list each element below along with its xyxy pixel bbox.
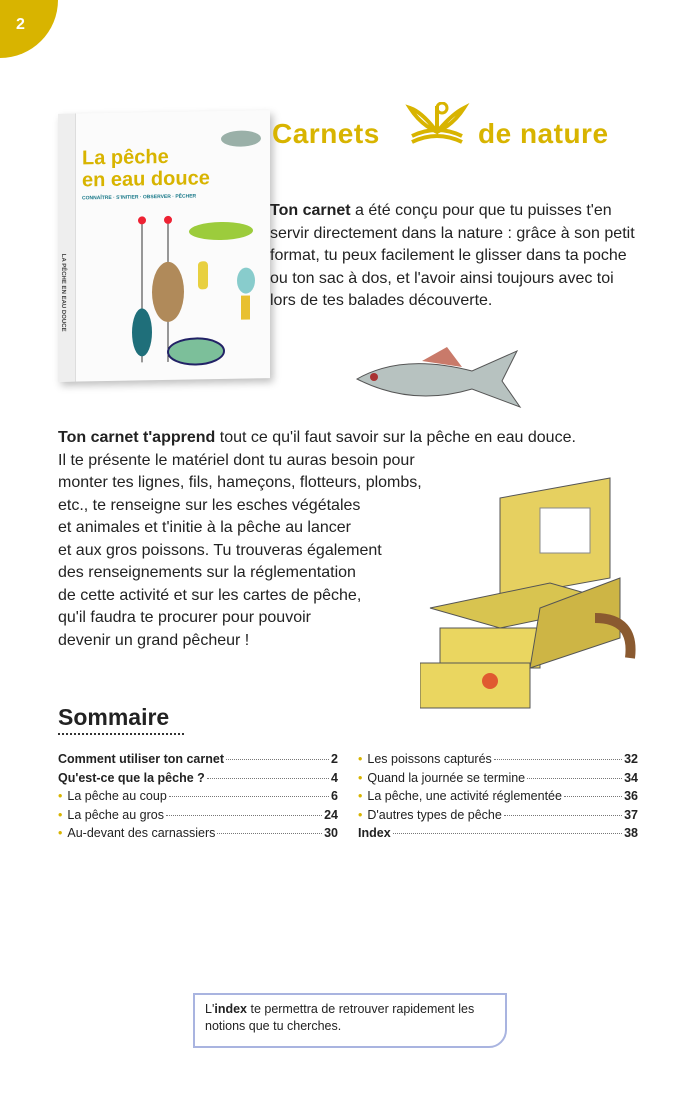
spine-text: LA PÊCHE EN EAU DOUCE: [60, 253, 66, 332]
learn-line: etc., te renseigne sur les esches végétales: [58, 496, 361, 514]
leaf-book-icon: [402, 102, 472, 152]
toc-entry-label: La pêche au gros: [67, 807, 164, 822]
toc-entry[interactable]: [58, 789, 338, 808]
toc-entry[interactable]: [358, 826, 638, 845]
toc-entry-page: 38: [624, 826, 638, 841]
bullet-icon: •: [58, 826, 63, 841]
toc-leader-dots: [494, 759, 622, 760]
toc-entry-label: Comment utiliser ton carnet: [58, 752, 224, 766]
note-bold: index: [214, 1002, 247, 1016]
toc-entry[interactable]: [358, 771, 638, 790]
toc-leader-dots: [527, 778, 622, 779]
book-cover: [58, 110, 270, 382]
toc-entry[interactable]: [358, 789, 638, 808]
learn-line: de cette activité et sur les cartes de pêche,: [58, 586, 362, 604]
bullet-icon: •: [358, 770, 363, 785]
toc-entry-page: 32: [624, 752, 638, 766]
toc-entry-page: 24: [324, 807, 338, 822]
toc-title: Sommaire: [58, 704, 170, 730]
cover-title-line: La pêche: [82, 145, 169, 170]
toc-entry-label: Au-devant des carnassiers: [67, 826, 216, 841]
page-number: 2: [16, 16, 25, 33]
page-number-badge: [0, 0, 58, 58]
bullet-icon: •: [358, 789, 363, 804]
bullet-icon: •: [358, 807, 363, 822]
learn-line: monter tes lignes, fils, hameçons, flotteurs, plombs,: [58, 474, 422, 491]
learn-line: des renseignements sur la réglementation: [58, 564, 356, 581]
intro-text: a été conçu pour que tu puisses t'en servir directement dans la nature : grâce à son petit format, tu peux facilement le glisser dans ta poche ou ton sac à dos, et l'avoir ainsi toujours avec toi lors de tes balades découverte.: [270, 202, 635, 309]
cover-subtitle: CONNAÎTRE · S'INITIER · OBSERVER · PÊCHER: [82, 193, 197, 202]
toc-leader-dots: [226, 759, 329, 760]
bullet-icon: •: [58, 789, 63, 804]
toc-entry-page: 37: [624, 807, 638, 822]
fish-illustration: [352, 345, 524, 413]
learn-line: devenir un grand pêcheur !: [58, 631, 250, 649]
toc-right-column: [358, 752, 638, 845]
toc-leader-dots: [504, 815, 622, 816]
intro-bold: Ton carnet: [270, 202, 351, 219]
toc-leader-dots: [169, 796, 329, 797]
toc-leader-dots: [564, 796, 622, 797]
index-note: [193, 993, 507, 1048]
toc-entry[interactable]: [58, 771, 338, 790]
bullet-icon: •: [58, 807, 63, 822]
note-text: te permettra de retrouver rapidement les notions que tu cherches.: [205, 1002, 475, 1033]
toc-left-column: [58, 752, 338, 845]
toc-leader-dots: [166, 815, 322, 816]
note-prefix: L': [205, 1002, 215, 1016]
toc-entry[interactable]: [58, 752, 338, 771]
learn-line: Il te présente le matériel dont tu auras besoin pour: [58, 451, 415, 469]
book-spine: [58, 114, 76, 382]
toc-entry-label: D'autres types de pêche: [367, 807, 502, 822]
learn-line: qu'il faudra te procurer pour pouvoir: [58, 609, 311, 626]
toc-entry[interactable]: [58, 826, 338, 845]
collection-logo: [272, 118, 642, 158]
toc-leader-dots: [393, 833, 622, 834]
learn-bold: Ton carnet t'apprend: [58, 429, 216, 446]
toc-entry-label: Les poissons capturés: [367, 752, 492, 766]
toc-entry-label: Quand la journée se termine: [367, 770, 526, 785]
toc-entry-label: La pêche au coup: [67, 789, 167, 804]
intro-paragraph: [270, 200, 640, 313]
fishing-tackle-illustration: [76, 110, 270, 381]
toc-entry-page: 4: [331, 770, 338, 785]
toc-entry-label: La pêche, une activité réglementée: [367, 789, 562, 804]
toc-entry-page: 30: [324, 826, 338, 841]
bullet-icon: •: [358, 752, 363, 766]
learn-line: et animales et t'initie à la pêche au lancer: [58, 519, 352, 536]
toc-entry[interactable]: [358, 808, 638, 827]
brand-word: de nature: [478, 118, 609, 149]
tackle-box-illustration: [420, 468, 650, 718]
toc-entry-label: Index: [358, 826, 391, 841]
toc-entry-label: Qu'est-ce que la pêche ?: [58, 770, 205, 785]
toc-entry[interactable]: [58, 808, 338, 827]
toc-leader-dots: [207, 778, 329, 779]
toc-entry-page: 6: [331, 789, 338, 804]
brand-word: Carnets: [272, 118, 380, 149]
toc-entry-page: 34: [624, 770, 638, 785]
learn-first-line: tout ce qu'il faut savoir sur la pêche en eau douce.: [215, 429, 576, 446]
toc-entry-page: 2: [331, 752, 338, 766]
toc-entry[interactable]: [358, 752, 638, 771]
toc-entry-page: 36: [624, 789, 638, 804]
cover-title-line: en eau douce: [82, 167, 210, 192]
learn-line: et aux gros poissons. Tu trouveras également: [58, 541, 382, 559]
title-underline: [58, 733, 184, 735]
toc-leader-dots: [217, 833, 322, 834]
